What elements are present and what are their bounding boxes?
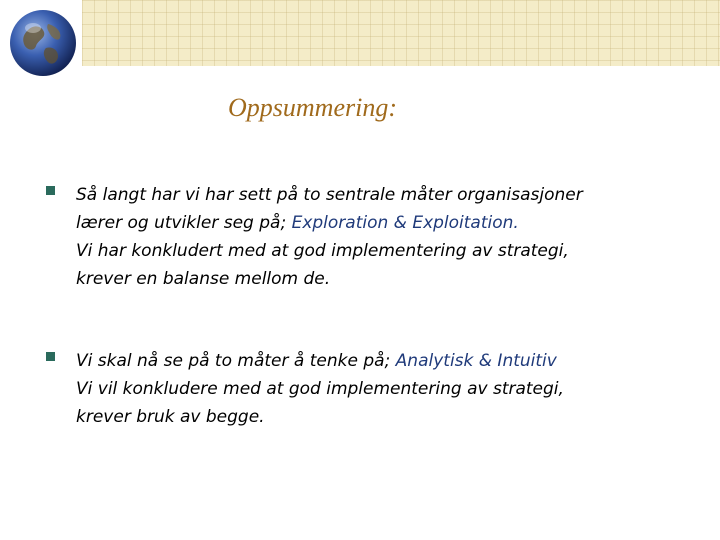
bullet-line: Vi har konkludert med at god implementering av strategi, (76, 241, 569, 261)
square-bullet-icon (46, 352, 55, 361)
bullet-line: Så langt har vi har sett på to sentrale måter organisasjoner (76, 185, 583, 205)
bullet-line: krever bruk av begge. (76, 407, 265, 427)
bullet-line: Vi vil konkludere med at god implementering av strategi, (76, 379, 564, 399)
bullet-item-analytical (46, 347, 706, 431)
bullet-line: lærer og utvikler seg på; Exploration & Exploitation. (76, 213, 519, 233)
highlight-term: Analytisk & Intuitiv (395, 351, 557, 371)
header-band (82, 0, 720, 66)
globe-icon (8, 8, 78, 78)
slide-title: Oppsummering: (228, 93, 397, 122)
bullet-text (76, 181, 706, 293)
bullet-line: Vi skal nå se på to måter å tenke på; Analytisk & Intuitiv (76, 351, 557, 371)
bullet-text (76, 347, 706, 431)
bullet-line: krever en balanse mellom de. (76, 269, 331, 289)
square-bullet-icon (46, 186, 55, 195)
highlight-term: Exploration & Exploitation. (291, 213, 519, 233)
bullet-item-exploration (46, 181, 706, 293)
